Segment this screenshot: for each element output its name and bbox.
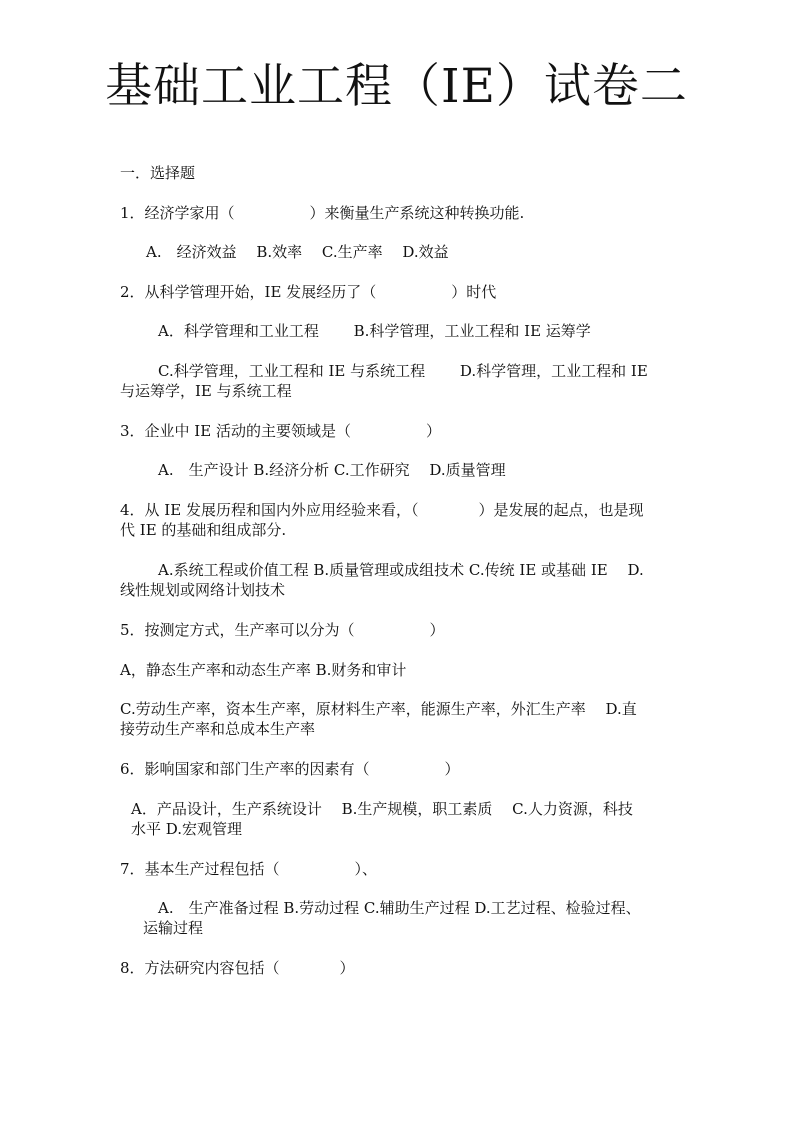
section-heading: 一．选择题 (120, 164, 196, 182)
question-8-stem: 8．方法研究内容包括（ ） (120, 959, 355, 977)
question-5-options-cont: 接劳动生产率和总成本生产率 (120, 720, 316, 738)
question-4-options-cont: 线性规划或网络计划技术 (120, 581, 286, 599)
question-1-stem: 1．经济学家用（ ）来衡量生产系统这种转换功能. (120, 204, 525, 222)
question-5-options-cd: C.劳动生产率，资本生产率，原材料生产率，能源生产率，外汇生产率 D.直 (120, 700, 637, 718)
question-1-options: A. 经济效益 B.效率 C.生产率 D.效益 (146, 243, 449, 261)
question-4-stem: 4．从 IE 发展历程和国内外应用经验来看，（ ）是发展的起点，也是现 (120, 501, 644, 519)
question-5-stem: 5．按测定方式，生产率可以分为（ ） (120, 621, 445, 639)
question-6-options: A．产品设计，生产系统设计 B.生产规模，职工素质 C.人力资源，科技 (131, 800, 633, 818)
question-2-options-cd: C.科学管理，工业工程和 IE 与系统工程 D.科学管理，工业工程和 IE (158, 362, 648, 380)
page-title: 基础工业工程（IE）试卷二 (105, 59, 688, 114)
question-2-options-ab: A．科学管理和工业工程 B.科学管理，工业工程和 IE 运筹学 (158, 322, 591, 340)
question-6-stem: 6．影响国家和部门生产率的因素有（ ） (120, 760, 460, 778)
question-3-options: A. 生产设计 B.经济分析 C.工作研究 D.质量管理 (158, 461, 506, 479)
question-3-stem: 3．企业中 IE 活动的主要领域是（ ） (120, 422, 441, 440)
question-4-stem-cont: 代 IE 的基础和组成部分. (120, 521, 287, 539)
question-7-options-cont: 运输过程 (143, 919, 204, 937)
question-2-stem: 2．从科学管理开始，IE 发展经历了（ ）时代 (120, 283, 497, 301)
question-6-options-cont: 水平 D.宏观管理 (131, 820, 243, 838)
question-4-options: A.系统工程或价值工程 B.质量管理或成组技术 C.传统 IE 或基础 IE D. (158, 561, 644, 579)
question-7-stem: 7．基本生产过程包括（ ）、 (120, 860, 378, 878)
question-5-options-ab: A，静态生产率和动态生产率 B.财务和审计 (120, 661, 407, 679)
question-2-options-cont: 与运筹学，IE 与系统工程 (120, 382, 292, 400)
question-7-options: A. 生产准备过程 B.劳动过程 C.辅助生产过程 D.工艺过程、检验过程、 (158, 899, 641, 917)
